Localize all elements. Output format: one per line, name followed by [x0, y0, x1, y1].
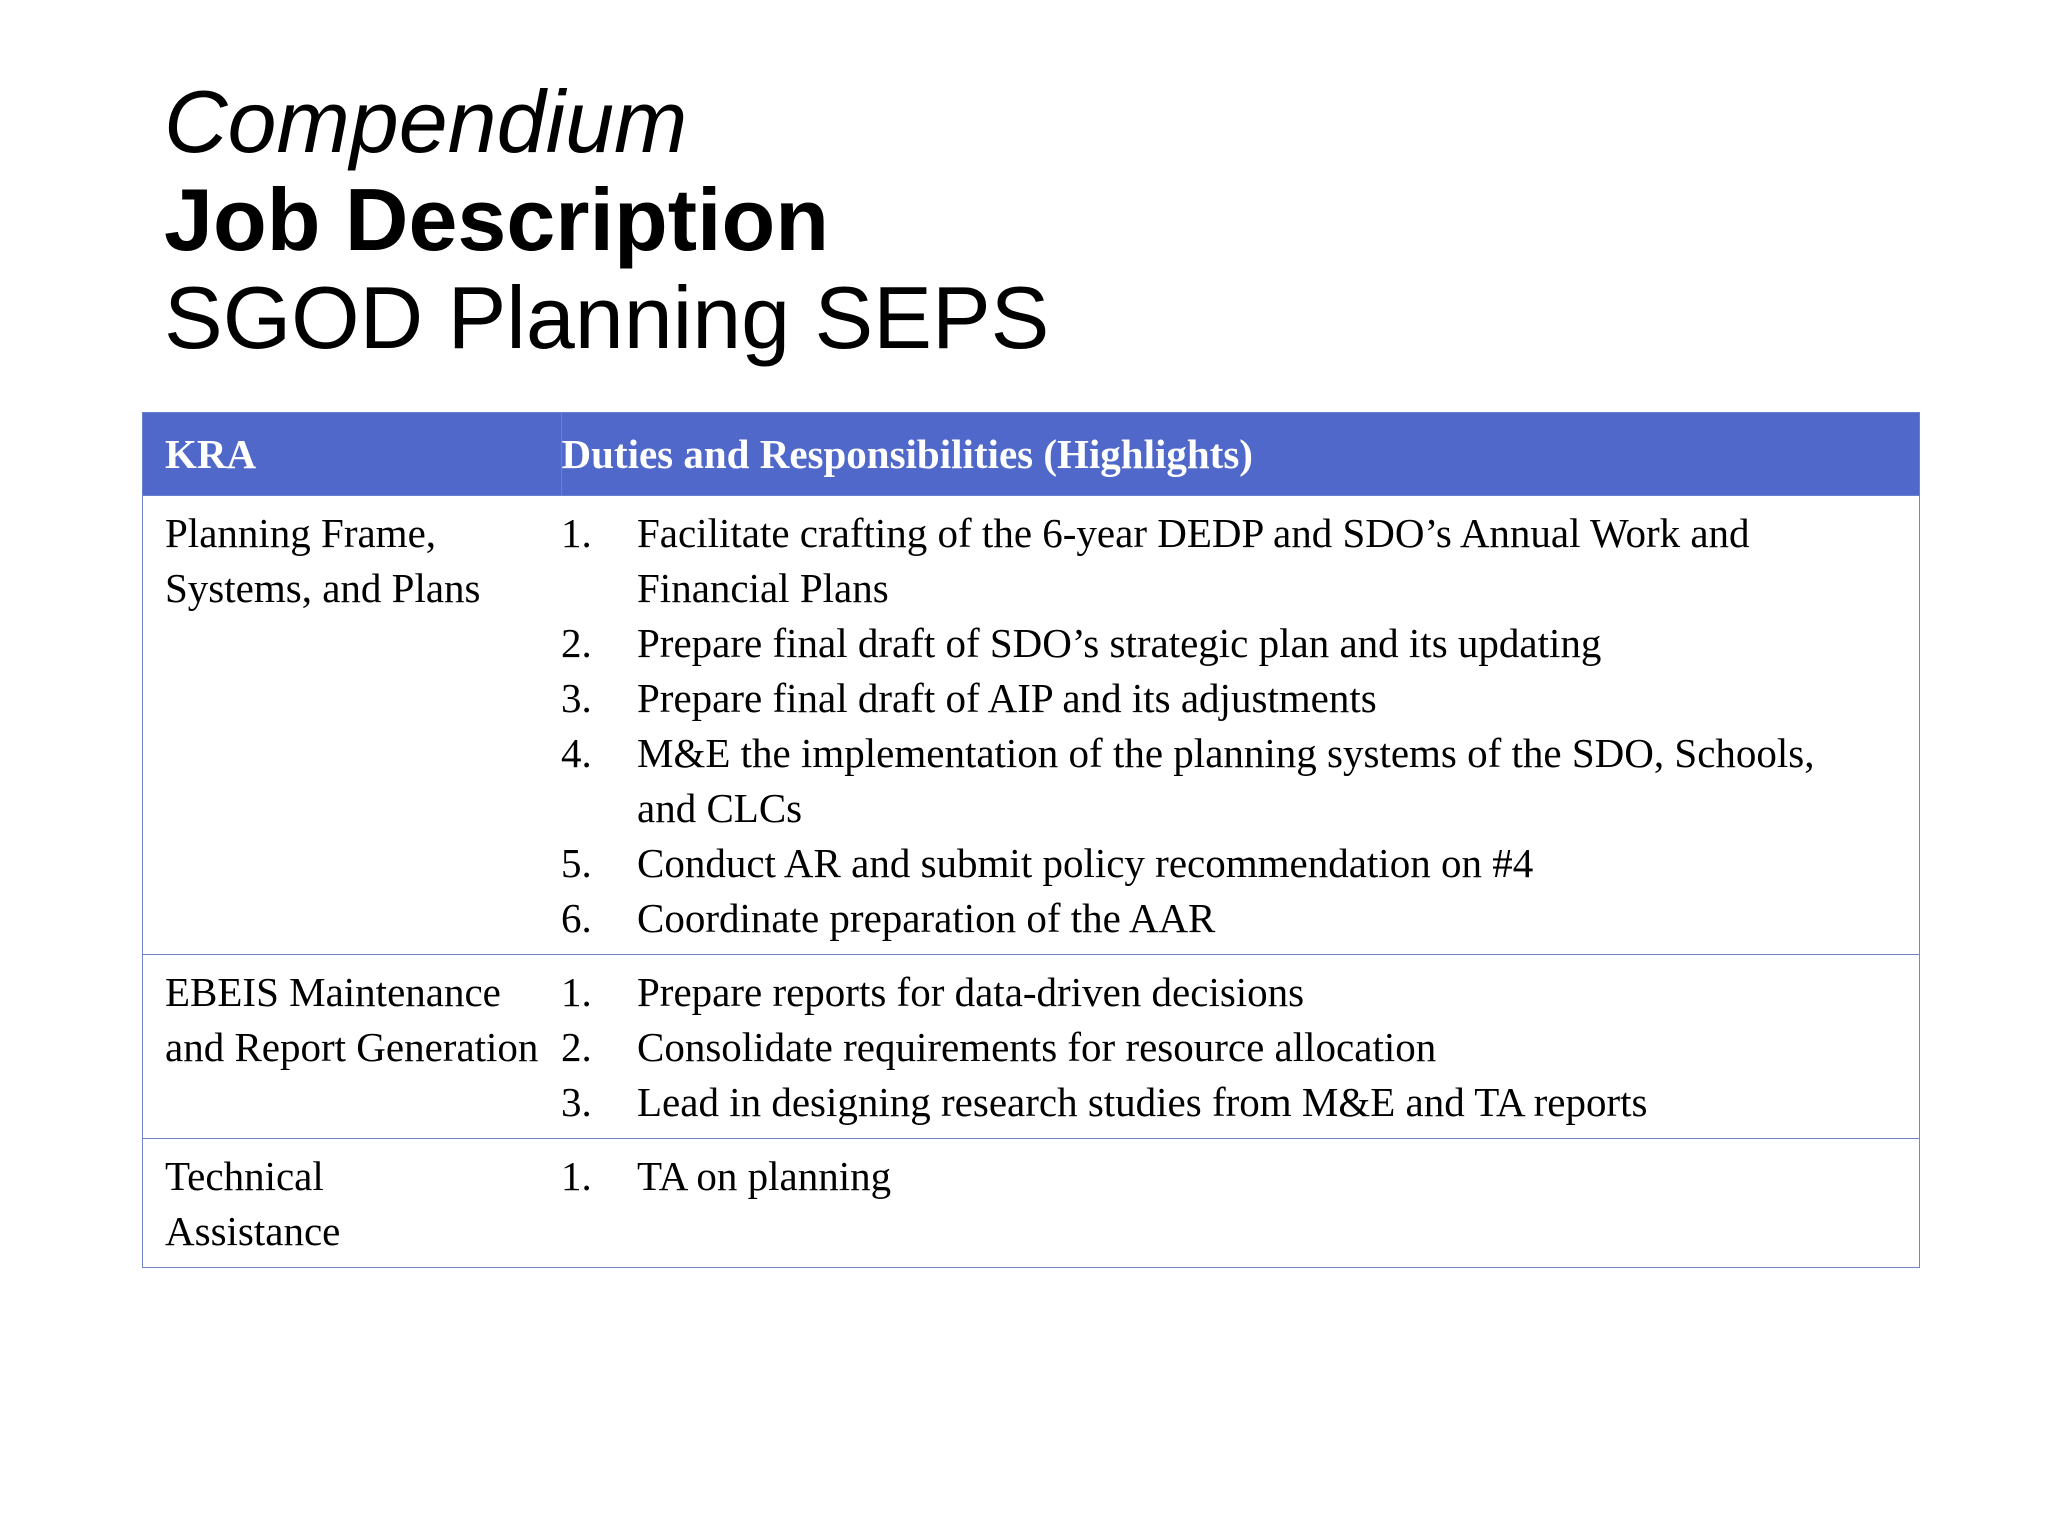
- duty-item: [561, 836, 1919, 891]
- duty-text: Prepare final draft of SDO’s strategic plan and its updating: [637, 620, 1602, 666]
- table-row: [143, 955, 1920, 1139]
- duty-item: [561, 616, 1919, 671]
- duty-text: Prepare final draft of AIP and its adjustments: [637, 675, 1377, 721]
- kra-table: [142, 412, 1920, 1268]
- kra-label: EBEIS Maintenance and Report Generation: [165, 969, 539, 1070]
- kra-label: Technical Assistance: [165, 1153, 341, 1254]
- duty-number: 1.: [561, 510, 592, 556]
- header-kra: KRA: [143, 413, 562, 496]
- duty-item: [561, 1149, 1919, 1204]
- duty-item: [561, 506, 1919, 616]
- duty-number: 5.: [561, 840, 592, 886]
- duty-list: [561, 965, 1919, 1130]
- kra-label: Planning Frame, Systems, and Plans: [165, 510, 481, 611]
- duty-text: Coordinate preparation of the AAR: [637, 895, 1216, 941]
- duty-text: Prepare reports for data-driven decisions: [637, 969, 1305, 1015]
- title-job-description: Job Description: [164, 170, 829, 269]
- duties-cell: [561, 955, 1920, 1139]
- duty-number: 1.: [561, 1153, 592, 1199]
- duty-item: [561, 1075, 1919, 1130]
- duty-list: [561, 1149, 1919, 1204]
- duty-text: Conduct AR and submit policy recommendation on #4: [637, 840, 1534, 886]
- kra-cell: [143, 496, 562, 955]
- table-row: [143, 496, 1920, 955]
- duty-number: 3.: [561, 675, 592, 721]
- kra-cell: [143, 1139, 562, 1268]
- duty-number: 4.: [561, 730, 592, 776]
- duties-cell: [561, 1139, 1920, 1268]
- duty-text: Lead in designing research studies from M&E and TA reports: [637, 1079, 1648, 1125]
- title-block: [164, 72, 1050, 372]
- duty-item: [561, 726, 1919, 836]
- title-compendium: Compendium: [164, 72, 688, 171]
- duty-list: [561, 506, 1919, 946]
- kra-cell: [143, 955, 562, 1139]
- title-sgod-planning: SGOD Planning SEPS: [164, 268, 1050, 367]
- duty-item: [561, 671, 1919, 726]
- duty-text: Consolidate requirements for resource allocation: [637, 1024, 1437, 1070]
- duty-number: 2.: [561, 1024, 592, 1070]
- duty-item: [561, 1020, 1919, 1075]
- duty-number: 2.: [561, 620, 592, 666]
- table-header-row: [143, 413, 1920, 496]
- table-row: [143, 1139, 1920, 1268]
- duty-text: M&E the implementation of the planning systems of the SDO, Schools, and CLCs: [637, 730, 1815, 831]
- header-duties: Duties and Responsibilities (Highlights): [561, 413, 1920, 496]
- duty-number: 1.: [561, 969, 592, 1015]
- duty-number: 3.: [561, 1079, 592, 1125]
- duty-text: TA on planning: [637, 1153, 892, 1199]
- duty-item: [561, 965, 1919, 1020]
- duty-item: [561, 891, 1919, 946]
- duty-text: Facilitate crafting of the 6-year DEDP and SDO’s Annual Work and Financial Plans: [637, 510, 1750, 611]
- duty-number: 6.: [561, 895, 592, 941]
- duties-cell: [561, 496, 1920, 955]
